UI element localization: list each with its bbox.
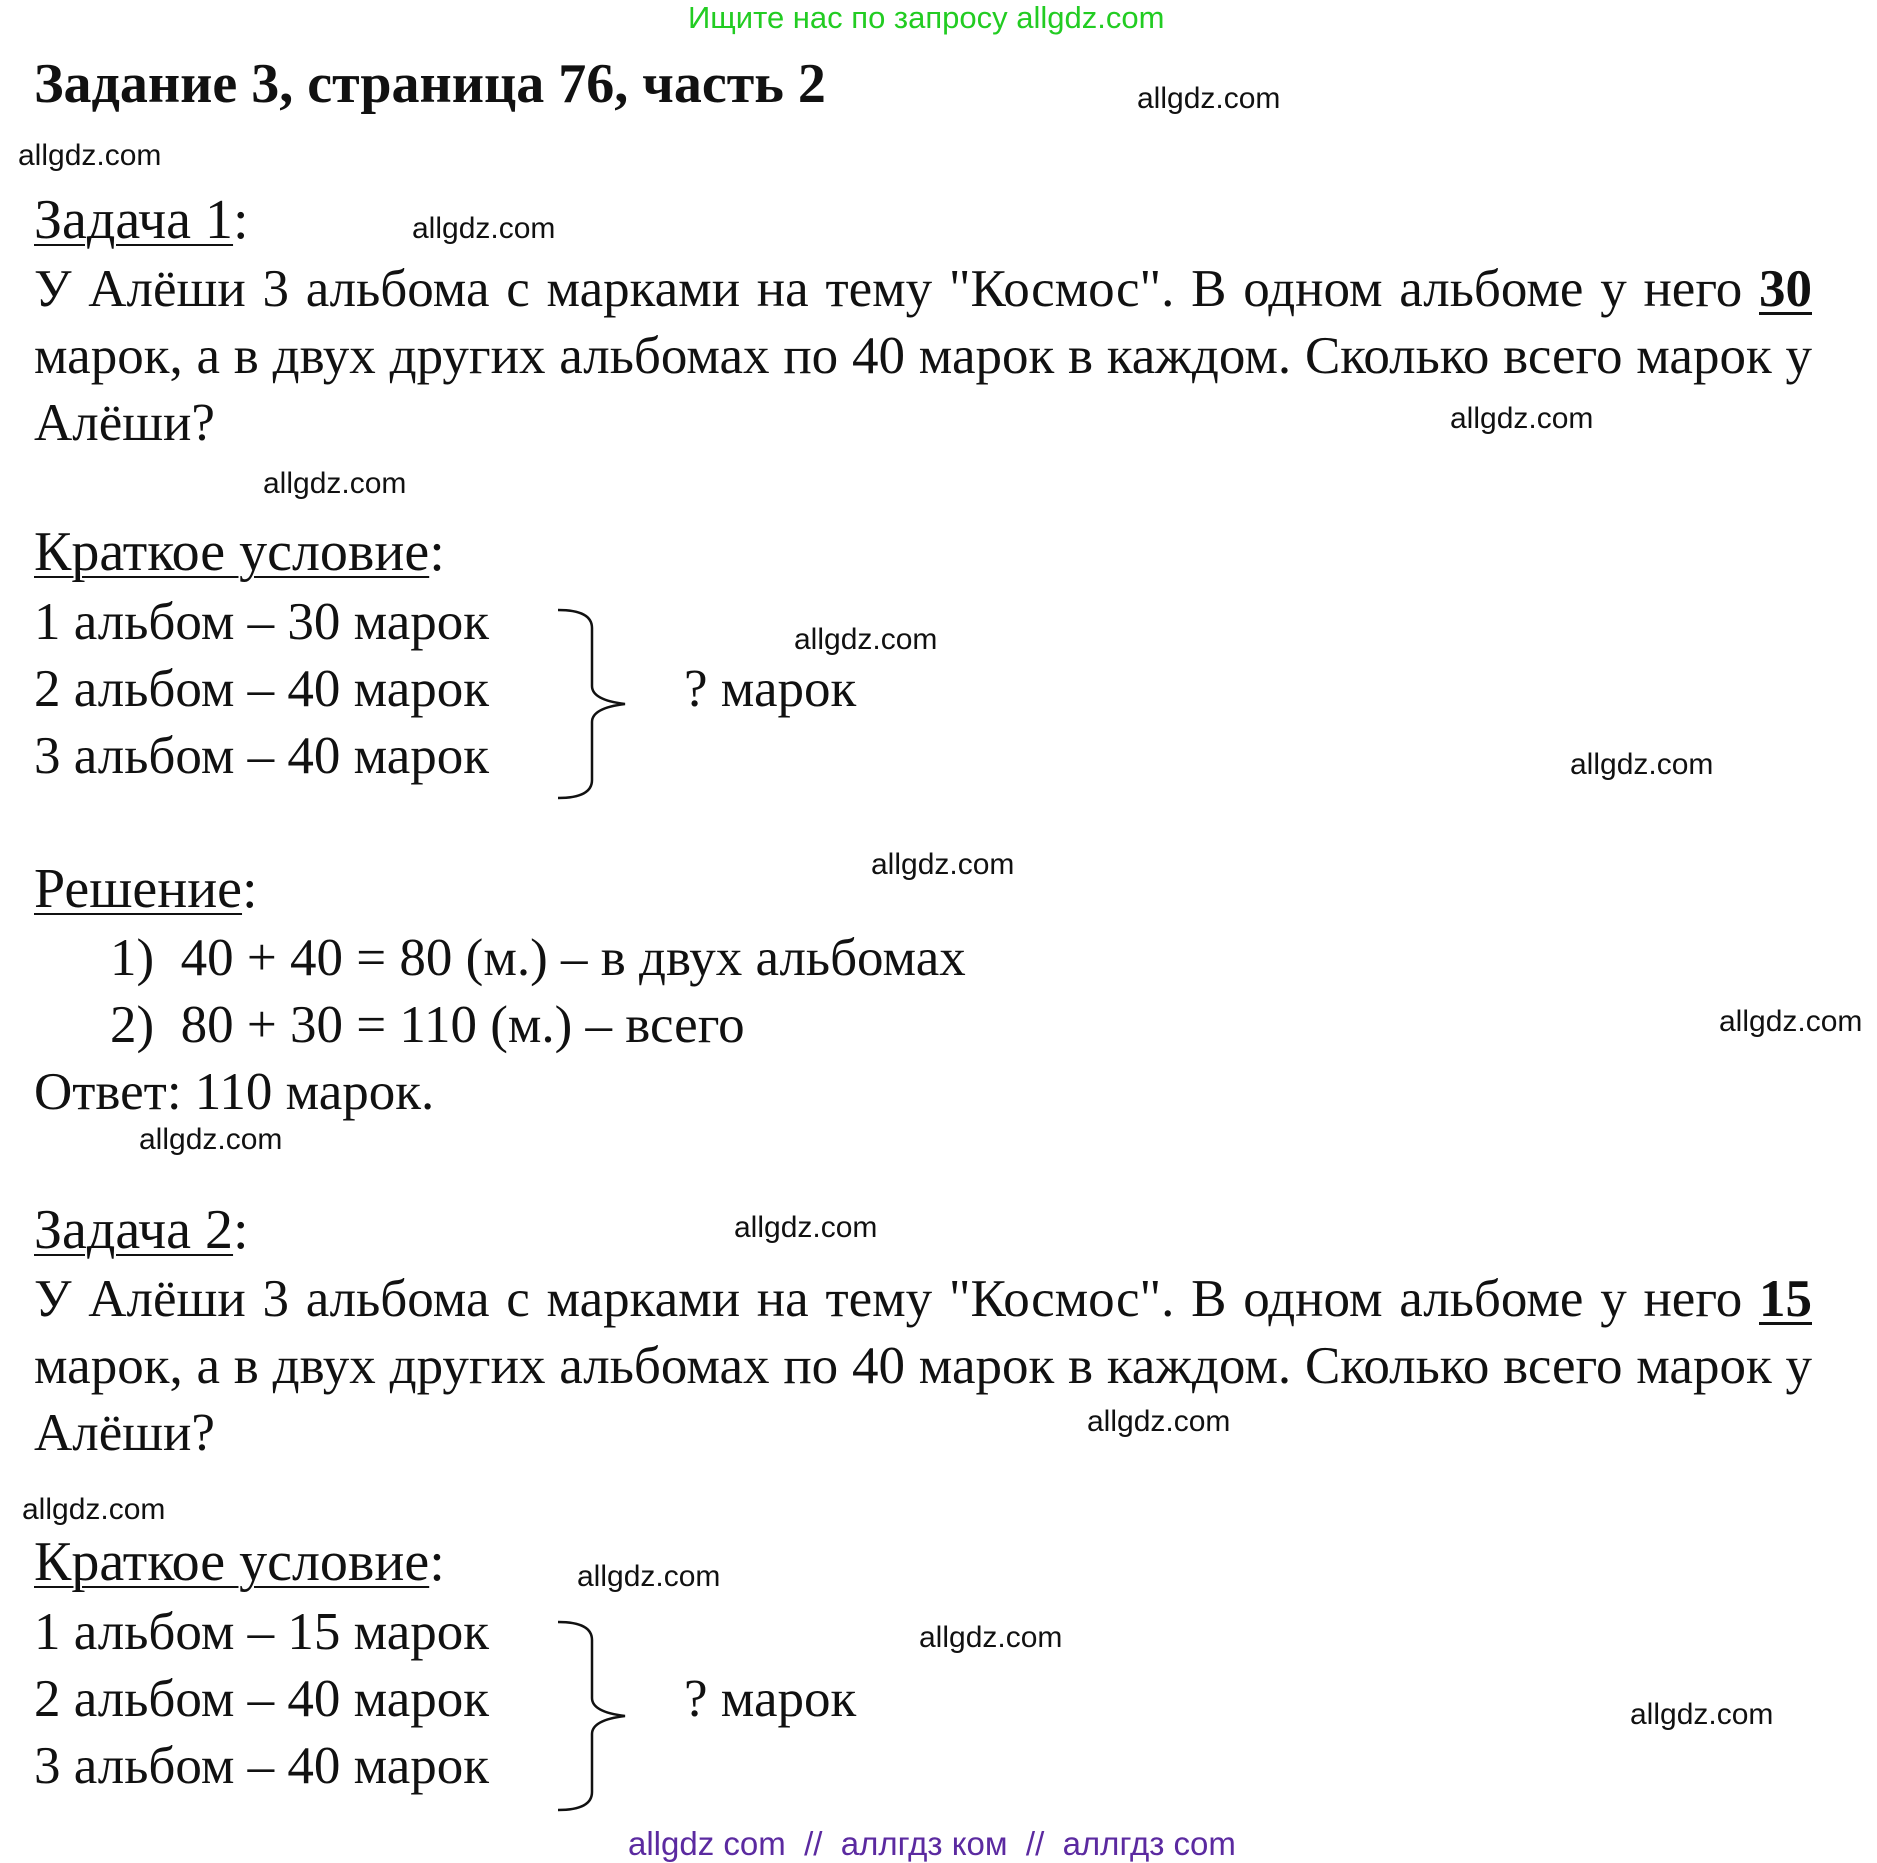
top-banner: Ищите нас по запросу allgdz.com (688, 0, 1165, 35)
task2-condition-heading-text: Краткое условие (34, 1531, 430, 1593)
task1-solution-heading: Решение: (34, 858, 258, 920)
watermark: allgdz.com (22, 1493, 166, 1526)
task2-text-after: марок, а в двух других альбомах по 40 марок в каждом. Сколько всего марок у Алёши? (34, 1337, 1812, 1462)
task2-condition-2: 2 альбом – 40 марок (34, 1670, 490, 1728)
watermark: allgdz.com (1630, 1698, 1774, 1731)
task2-text-before: У Алёши 3 альбома с марками на тему "Космос". В одном альбоме у него (34, 1270, 1759, 1328)
watermark: allgdz.com (263, 467, 407, 500)
watermark: allgdz.com (871, 848, 1015, 881)
task1-condition-1: 1 альбом – 30 марок (34, 593, 490, 651)
task1-condition-brace (550, 608, 630, 800)
watermark: allgdz.com (18, 139, 162, 172)
task1-question: ? марок (684, 660, 857, 718)
watermark: allgdz.com (139, 1123, 283, 1156)
task2-heading-text: Задача 2 (34, 1199, 234, 1261)
watermark: allgdz.com (412, 212, 556, 245)
task1-answer: Ответ: 110 марок. (34, 1063, 435, 1121)
task2-condition-3: 3 альбом – 40 марок (34, 1737, 490, 1795)
task1-condition-heading: Краткое условие: (34, 521, 445, 583)
task2-question: ? марок (684, 1670, 857, 1728)
task1-step-2: 2) 80 + 30 = 110 (м.) – всего (110, 996, 745, 1054)
page-title: Задание 3, страница 76, часть 2 (34, 53, 826, 115)
task1-heading: Задача 1: (34, 189, 249, 251)
task2-condition-heading: Краткое условие: (34, 1531, 445, 1593)
task1-heading-text: Задача 1 (34, 189, 234, 251)
task1-condition-2: 2 альбом – 40 марок (34, 660, 490, 718)
task1-text-before: У Алёши 3 альбома с марками на тему "Космос". В одном альбоме у него (34, 260, 1759, 318)
task2-text (34, 1266, 1812, 1467)
watermark: allgdz.com (1719, 1005, 1863, 1038)
task1-condition-heading-text: Краткое условие (34, 521, 430, 583)
bottom-banner: allgdz com // аллгдз ком // аллгдз com (628, 1825, 1236, 1862)
task2-condition-brace (550, 1620, 630, 1812)
task1-highlight: 30 (1759, 260, 1812, 318)
task2-condition-1: 1 альбом – 15 марок (34, 1603, 490, 1661)
task1-condition-3: 3 альбом – 40 марок (34, 727, 490, 785)
watermark: allgdz.com (734, 1211, 878, 1244)
task2-highlight: 15 (1759, 1270, 1812, 1328)
watermark: allgdz.com (794, 623, 938, 656)
task1-step-1: 1) 40 + 40 = 80 (м.) – в двух альбомах (110, 929, 966, 987)
watermark: allgdz.com (919, 1621, 1063, 1654)
watermark: allgdz.com (1450, 402, 1594, 435)
watermark: allgdz.com (1137, 82, 1281, 115)
watermark: allgdz.com (1087, 1405, 1231, 1438)
watermark: allgdz.com (1570, 748, 1714, 781)
task1-text-after: марок, а в двух других альбомах по 40 марок в каждом. Сколько всего марок у Алёши? (34, 327, 1812, 452)
watermark: allgdz.com (577, 1560, 721, 1593)
task2-heading: Задача 2: (34, 1199, 249, 1261)
task1-solution-heading-text: Решение (34, 858, 243, 920)
